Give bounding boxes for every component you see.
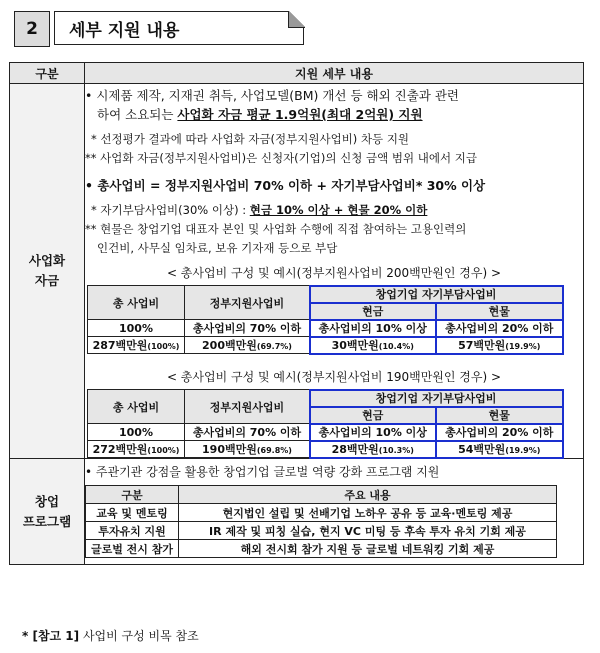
note-1: * 선정평가 결과에 따라 사업화 자금(정부지원사업비) 차등 지원: [91, 132, 410, 146]
prog-r2-category: 투자유치 지원: [86, 522, 179, 540]
ex1-r1-c4: 총사업비의 20% 이하: [436, 320, 563, 337]
ex1-r2-c3: 30백만원(10.4%): [310, 337, 437, 354]
ex1-h-self: 창업기업 자기부담사업비: [310, 286, 563, 303]
category-funding: 사업화 자금: [10, 84, 85, 459]
ex1-r2-c2: 200백만원(69.7%): [185, 337, 310, 354]
ex2-h-total: 총 사업비: [88, 390, 185, 424]
ex1-r1-c3: 총사업비의 10% 이상: [310, 320, 437, 337]
ex2-r1-c3: 총사업비의 10% 이상: [310, 424, 437, 441]
ex2-r1-c1: 100%: [88, 424, 185, 441]
ex2-r2-c1: 272백만원(100%): [88, 441, 185, 458]
col-header-category: 구분: [10, 63, 85, 84]
bullet-total-cost: • 총사업비 = 정부지원사업비 70% 이하 + 자기부담사업비* 30% 이상: [85, 178, 486, 193]
ex2-h-gov: 정부지원사업비: [185, 390, 310, 424]
footnote: * [참고 1] 사업비 구성 비목 참조: [22, 629, 199, 643]
note-4a: ** 현물은 창업기업 대표자 본인 및 사업화 수행에 직접 참여하는 고용인력의: [85, 222, 467, 236]
note-2: ** 사업화 자금(정부지원사업비)은 신청자(기업)의 신청 금액 범위 내에서 지급: [85, 151, 477, 165]
support-details-table: [9, 62, 584, 565]
col-header-details: 지원 세부 내용: [85, 63, 584, 84]
ex1-h-total: 총 사업비: [88, 286, 185, 320]
example1-table: [87, 285, 563, 354]
ex2-r1-c4: 총사업비의 20% 이하: [436, 424, 563, 441]
ex1-r1-c2: 총사업비의 70% 이하: [185, 320, 310, 337]
prog-r3-category: 글로벌 전시 참가: [86, 540, 179, 558]
note-4b: 인건비, 사무실 임차료, 보유 기자재 등으로 부담: [97, 241, 338, 255]
prog-h-content: 주요 내용: [179, 486, 557, 504]
example2-caption: < 총사업비 구성 및 예시(정부지원사업비 190백만원인 경우) >: [166, 370, 502, 384]
ex1-h-cash: 현금: [310, 303, 437, 320]
ex1-r1-c1: 100%: [88, 320, 185, 337]
example1-caption: < 총사업비 구성 및 예시(정부지원사업비 200백만원인 경우) >: [166, 266, 502, 280]
program-bullet: • 주관기관 강점을 활용한 창업기업 글로벌 역량 강화 프로그램 지원: [85, 465, 440, 479]
category-program: 창업 프로그램: [10, 459, 85, 565]
page-fold-icon: [288, 11, 305, 28]
ex1-r2-c4: 57백만원(19.9%): [436, 337, 563, 354]
program-table: [85, 485, 557, 558]
ex1-r2-c1: 287백만원(100%): [88, 337, 185, 354]
example2-table: [87, 389, 563, 458]
ex1-h-gov: 정부지원사업비: [185, 286, 310, 320]
ex2-h-cash: 현금: [310, 407, 437, 424]
ex2-r2-c3: 28백만원(10.3%): [310, 441, 437, 458]
prog-r3-content: 해외 전시회 참가 지원 등 글로벌 네트워킹 기회 제공: [179, 540, 557, 558]
ex2-r1-c2: 총사업비의 70% 이하: [185, 424, 310, 441]
note-3: * 자기부담사업비(30% 이상) : 현금 10% 이상 + 현물 20% 이하: [91, 203, 428, 217]
prog-r1-content: 현지법인 설립 및 선배기업 노하우 공유 등 교육·멘토링 제공: [179, 504, 557, 522]
prog-r2-content: IR 제작 및 피칭 실습, 현지 VC 미팅 등 후속 투자 유치 기회 제공: [179, 522, 557, 540]
ex2-h-self: 창업기업 자기부담사업비: [310, 390, 563, 407]
prog-h-category: 구분: [86, 486, 179, 504]
ex2-r2-c4: 54백만원(19.9%): [436, 441, 563, 458]
program-details: [85, 459, 584, 565]
section-title: 세부 지원 내용: [54, 11, 304, 45]
ex2-h-kind: 현물: [436, 407, 563, 424]
prog-r1-category: 교육 및 멘토링: [86, 504, 179, 522]
bullet-funding-1b: 하여 소요되는 사업화 자금 평균 1.9억원(최대 2억원) 지원: [97, 107, 423, 122]
bullet-funding-1a: • 시제품 제작, 지재권 취득, 사업모델(BM) 개선 등 해외 진출과 관련: [85, 88, 459, 103]
ex1-h-kind: 현물: [436, 303, 563, 320]
funding-details: [85, 84, 584, 459]
ex2-r2-c2: 190백만원(69.8%): [185, 441, 310, 458]
section-number: 2: [14, 11, 50, 47]
